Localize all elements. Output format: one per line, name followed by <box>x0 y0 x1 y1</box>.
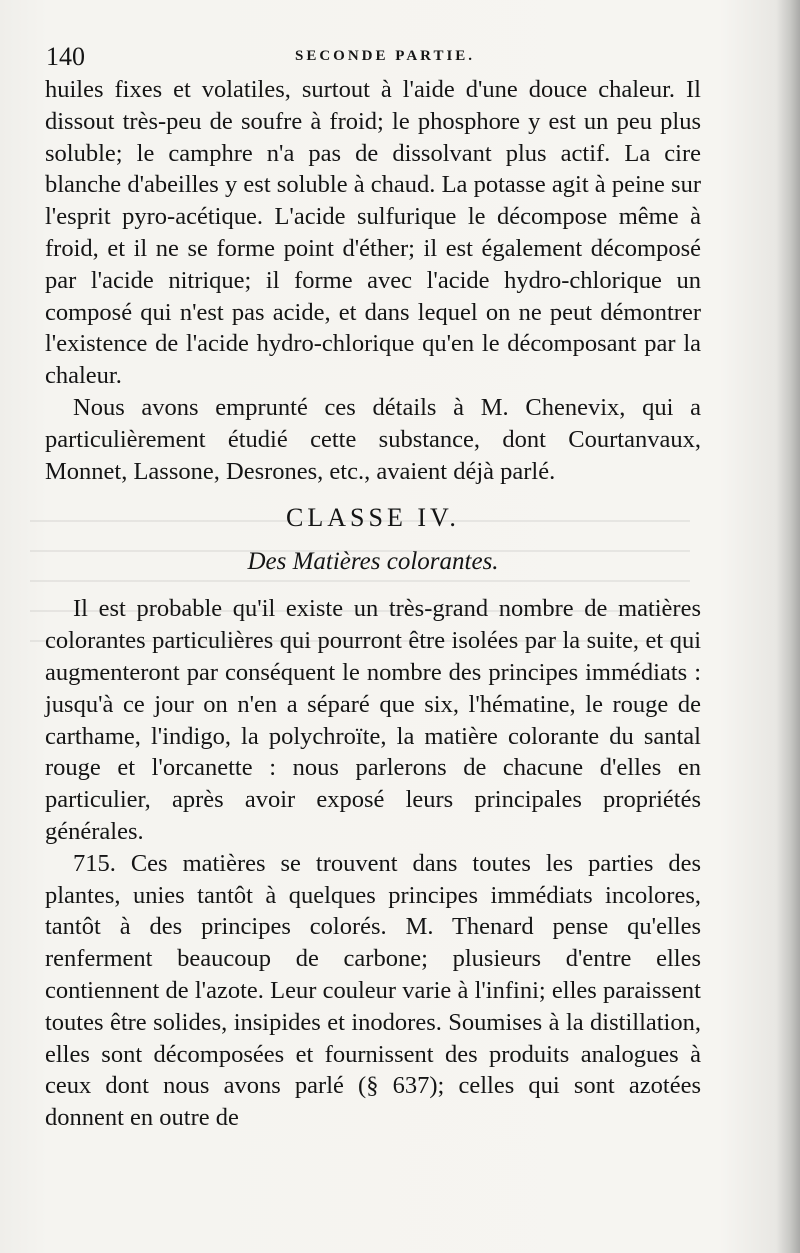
body-text <box>45 74 701 1134</box>
running-head: SECONDE PARTIE. <box>295 48 476 64</box>
section-heading: CLASSE IV. <box>286 503 460 533</box>
section-subheading: Des Matières colorantes. <box>247 548 499 576</box>
page-edge-shadow <box>776 0 800 1253</box>
paragraph-715: 715. Ces matières se trouvent dans toutes les parties des plantes, unies tantôt à quelques principes immédiats incolores, tantôt à des principes colorés. M. Thenard pense qu'elles renferment beaucoup de carbone; plusieurs d'entre elles contiennent de l'azote. Leur couleur varie à l'infini; elles paraissent toutes être solides, insipides et inodores. Soumises à la distillation, elles sont décomposées et fournissent des produits analogues à ceux dont nous avons parlé (§ 637); celles qui sont azotées donnent en outre de <box>45 849 701 1132</box>
page-header <box>40 42 700 72</box>
page-number: 140 <box>46 42 85 71</box>
paragraph-matieres-colorantes: Il est probable qu'il existe un très-grand nombre de matières colorantes particulières qui pourront être isolées par la suite, et qui augmenteront par conséquent le nombre des principes immédiats : jusqu'à ce jour on n'en a séparé que six, l'hématine, le rouge de carthame, l'indigo, la polychroïte, la matière colorante du santal rouge et l'orcanette : nous parlerons de chacune d'elles en particulier, après avoir exposé leurs principales propriétés générales. <box>45 595 701 845</box>
paragraph-chenevix: Nous avons emprunté ces détails à M. Chenevix, qui a particulièrement étudié cette substance, dont Courtanvaux, Monnet, Lassone, Desrones, etc., avaient déjà parlé. <box>45 393 701 485</box>
paragraph-continuation: huiles fixes et volatiles, surtout à l'aide d'une douce chaleur. Il dissout très-peu de soufre à froid; le phosphore y est un peu plus soluble; le camphre n'a pas de dissolvant plus actif. La cire blanche d'abeilles y est soluble à chaud. La potasse agit à peine sur l'esprit pyro-acétique. L'acide sulfurique le décompose même à froid, et il ne se forme point d'éther; il est également décomposé par l'acide nitrique; il forme avec l'acide hydro-chlorique un composé qui n'est pas acide, et dans lequel on ne peut démontrer l'existence de l'acide hydro-chlorique qu'en le décomposant par la chaleur. <box>45 76 701 390</box>
